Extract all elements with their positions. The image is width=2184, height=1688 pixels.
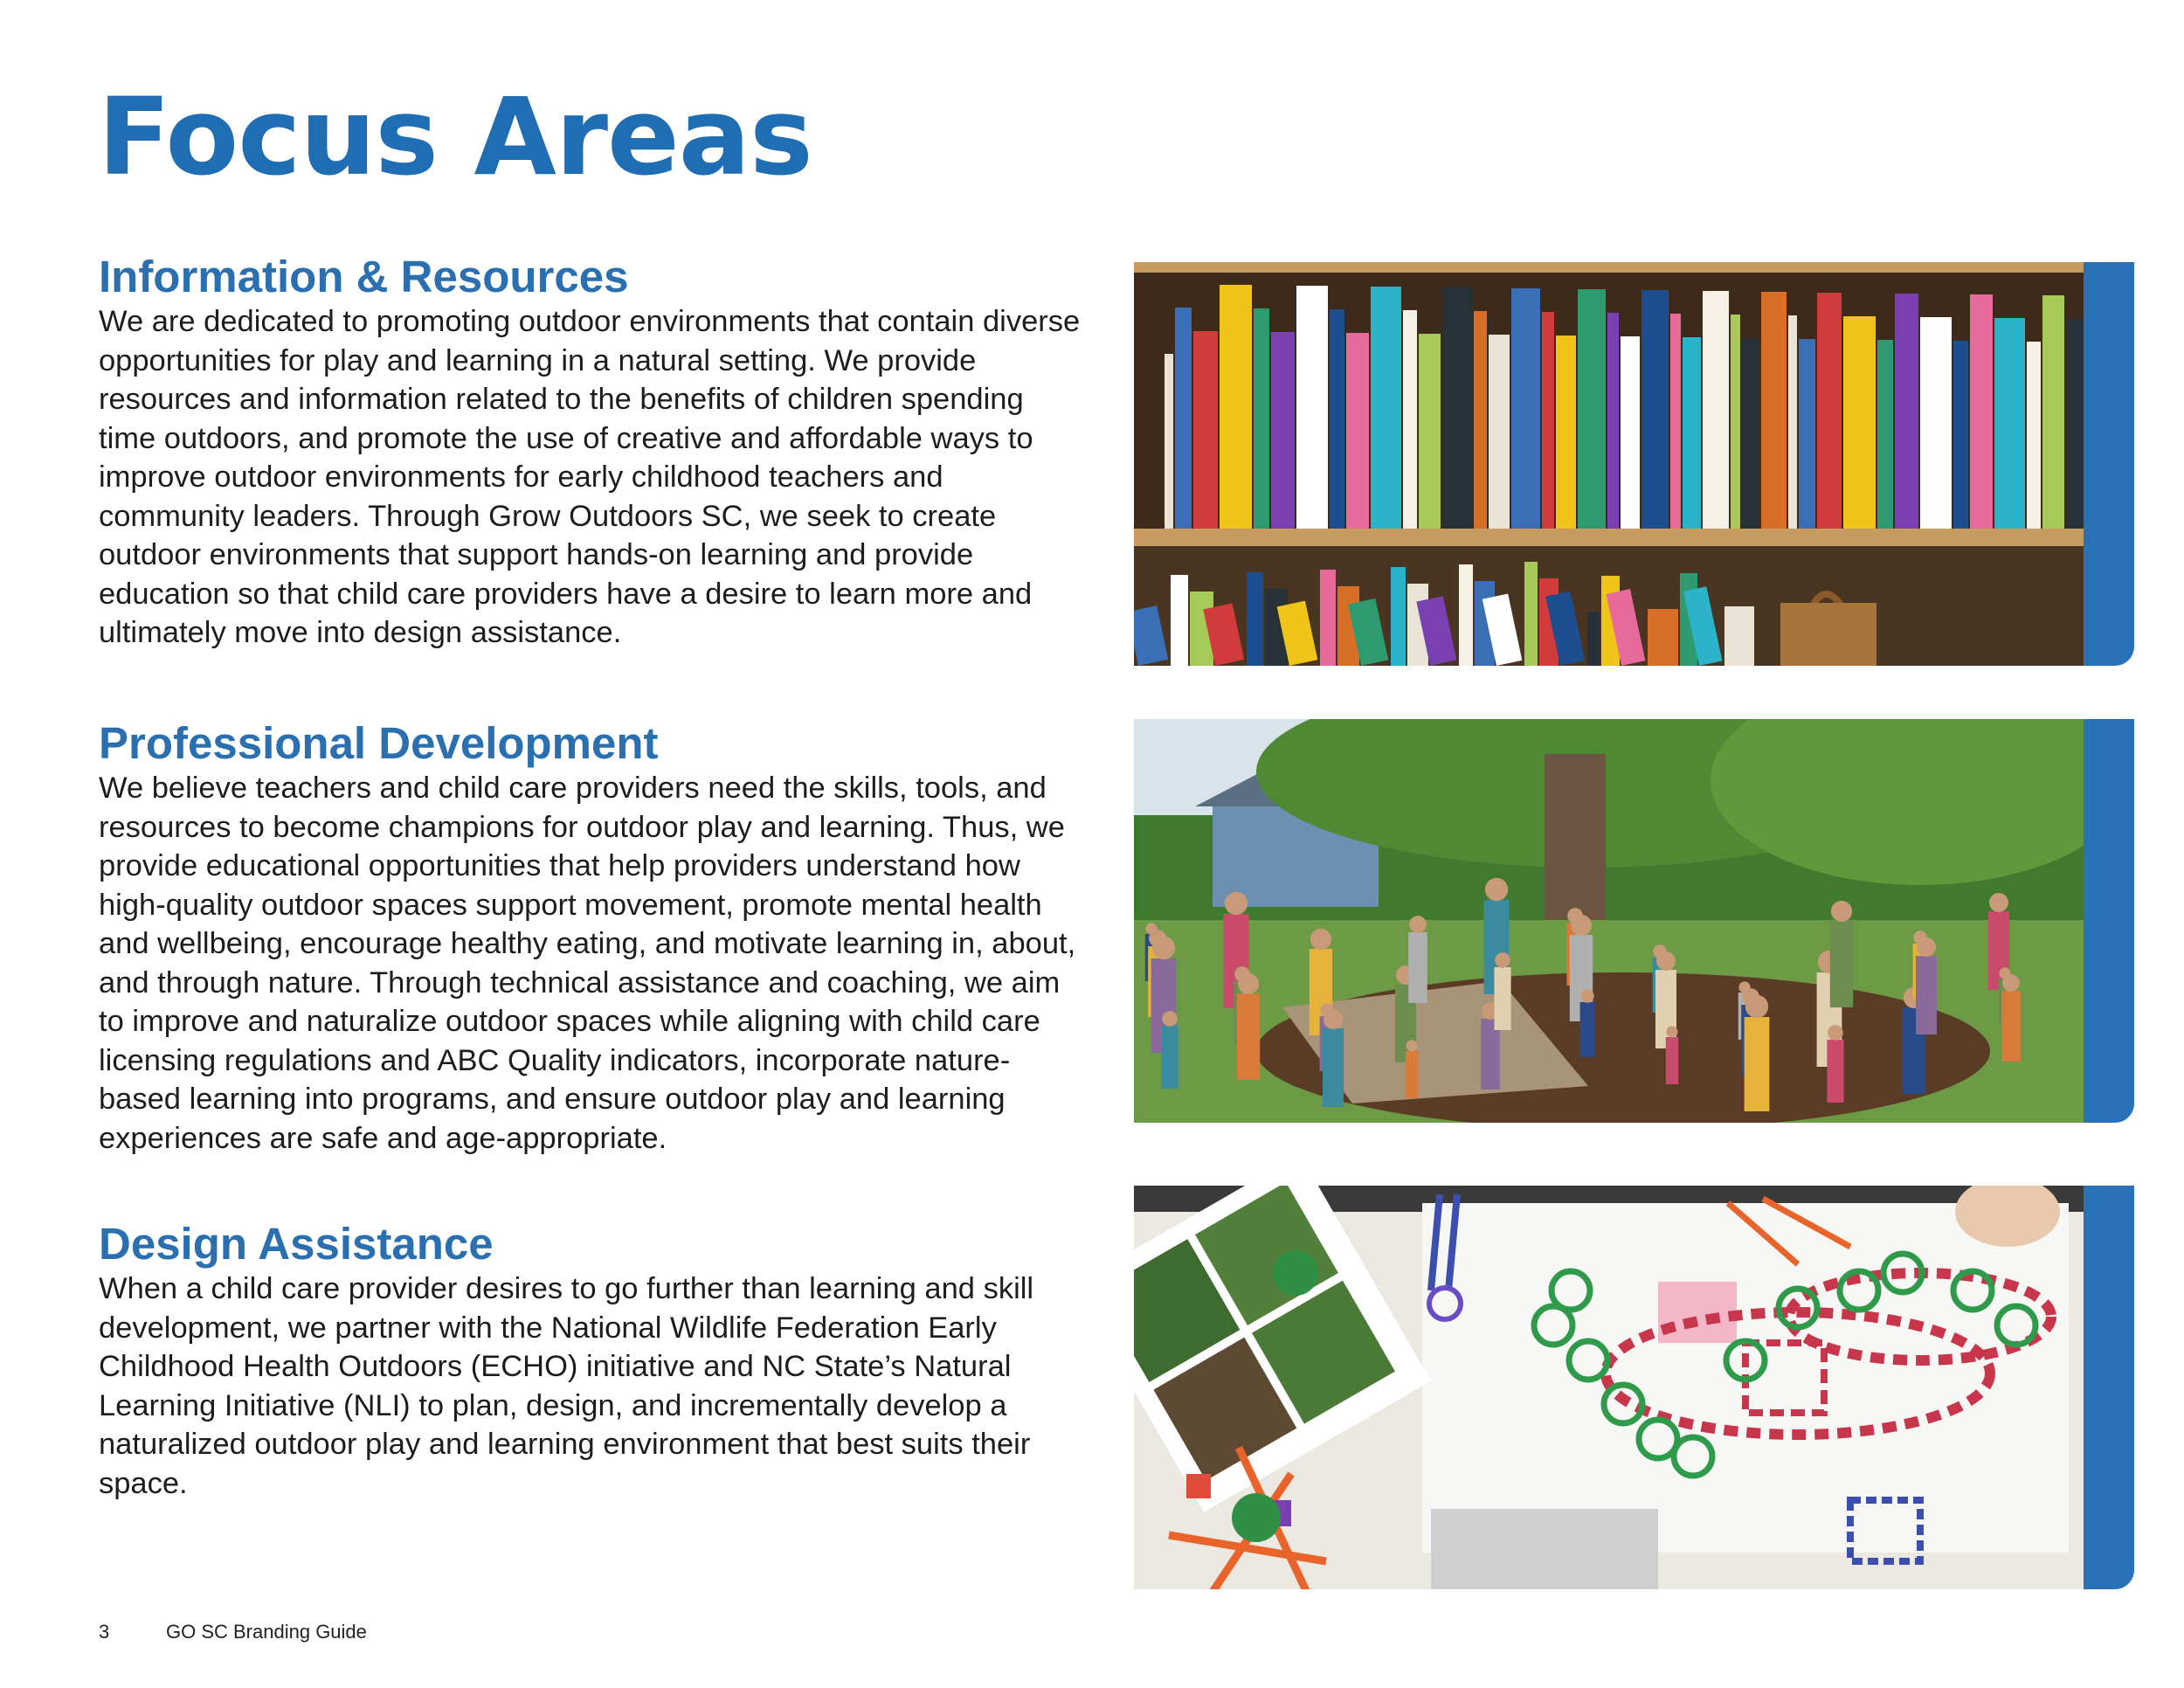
- page-title: Focus Areas: [98, 75, 812, 199]
- blue-accent-tab: [2080, 719, 2134, 1123]
- bookshelf-photo-card: [1134, 262, 2134, 666]
- section-design-assistance: [99, 1219, 1086, 1503]
- section-body: We believe teachers and child care providers need the skills, tools, and resources to become champions for outdoor play and learning. Thus, we provide educational opportunities that help providers understand how high-quality outdoor spaces support movement, promote mental health and wellbeing, encourage healthy eating, and motivate learning in, about, and through nature. Through technical assistance and coaching, we aim to improve and naturalize outdoor spaces while aligning with child care licensing regulations and ABC Quality indicators, incorporate nature-based learning into programs, and ensure outdoor play and learning experiences are safe and age-appropriate.: [99, 771, 1076, 1155]
- document-name: GO SC Branding Guide: [166, 1621, 367, 1643]
- section-heading: Information & Resources: [99, 252, 629, 301]
- section-body: We are dedicated to promoting outdoor environments that contain diverse opportunities for play and learning in a natural setting. We provide resources and information related to the benefits of children spending time outdoors, and promote the use of creative and affordable ways to improve outdoor environments for early childhood teachers and community leaders. Through Grow Outdoors SC, we seek to create outdoor environments that support hands-on learning and provide education so that child care providers have a desire to learn more and ultimately move into design assistance.: [99, 305, 1081, 649]
- blue-accent-tab: [2080, 262, 2134, 666]
- design-plan-photo-card: [1134, 1186, 2134, 1589]
- page-number: 3: [99, 1621, 110, 1643]
- section-information-resources: [99, 252, 1086, 653]
- outdoor-event-photo: [1134, 719, 2084, 1123]
- section-heading: Design Assistance: [99, 1219, 494, 1269]
- bookshelf-photo: [1134, 262, 2084, 666]
- section-body: When a child care provider desires to go further than learning and skill development, we partner with the National Wildlife Federation Early Childhood Health Outdoors (ECHO) initiative and NC State’s Natural Learning Initiative (NLI) to plan, design, and incrementally develop a naturalized outdoor play and learning environment that best suits their space.: [99, 1272, 1034, 1500]
- design-plan-photo: [1134, 1186, 2084, 1589]
- section-professional-development: [99, 718, 1086, 1158]
- blue-accent-tab: [2080, 1186, 2134, 1589]
- section-heading: Professional Development: [99, 718, 659, 768]
- outdoor-event-photo-card: [1134, 719, 2134, 1123]
